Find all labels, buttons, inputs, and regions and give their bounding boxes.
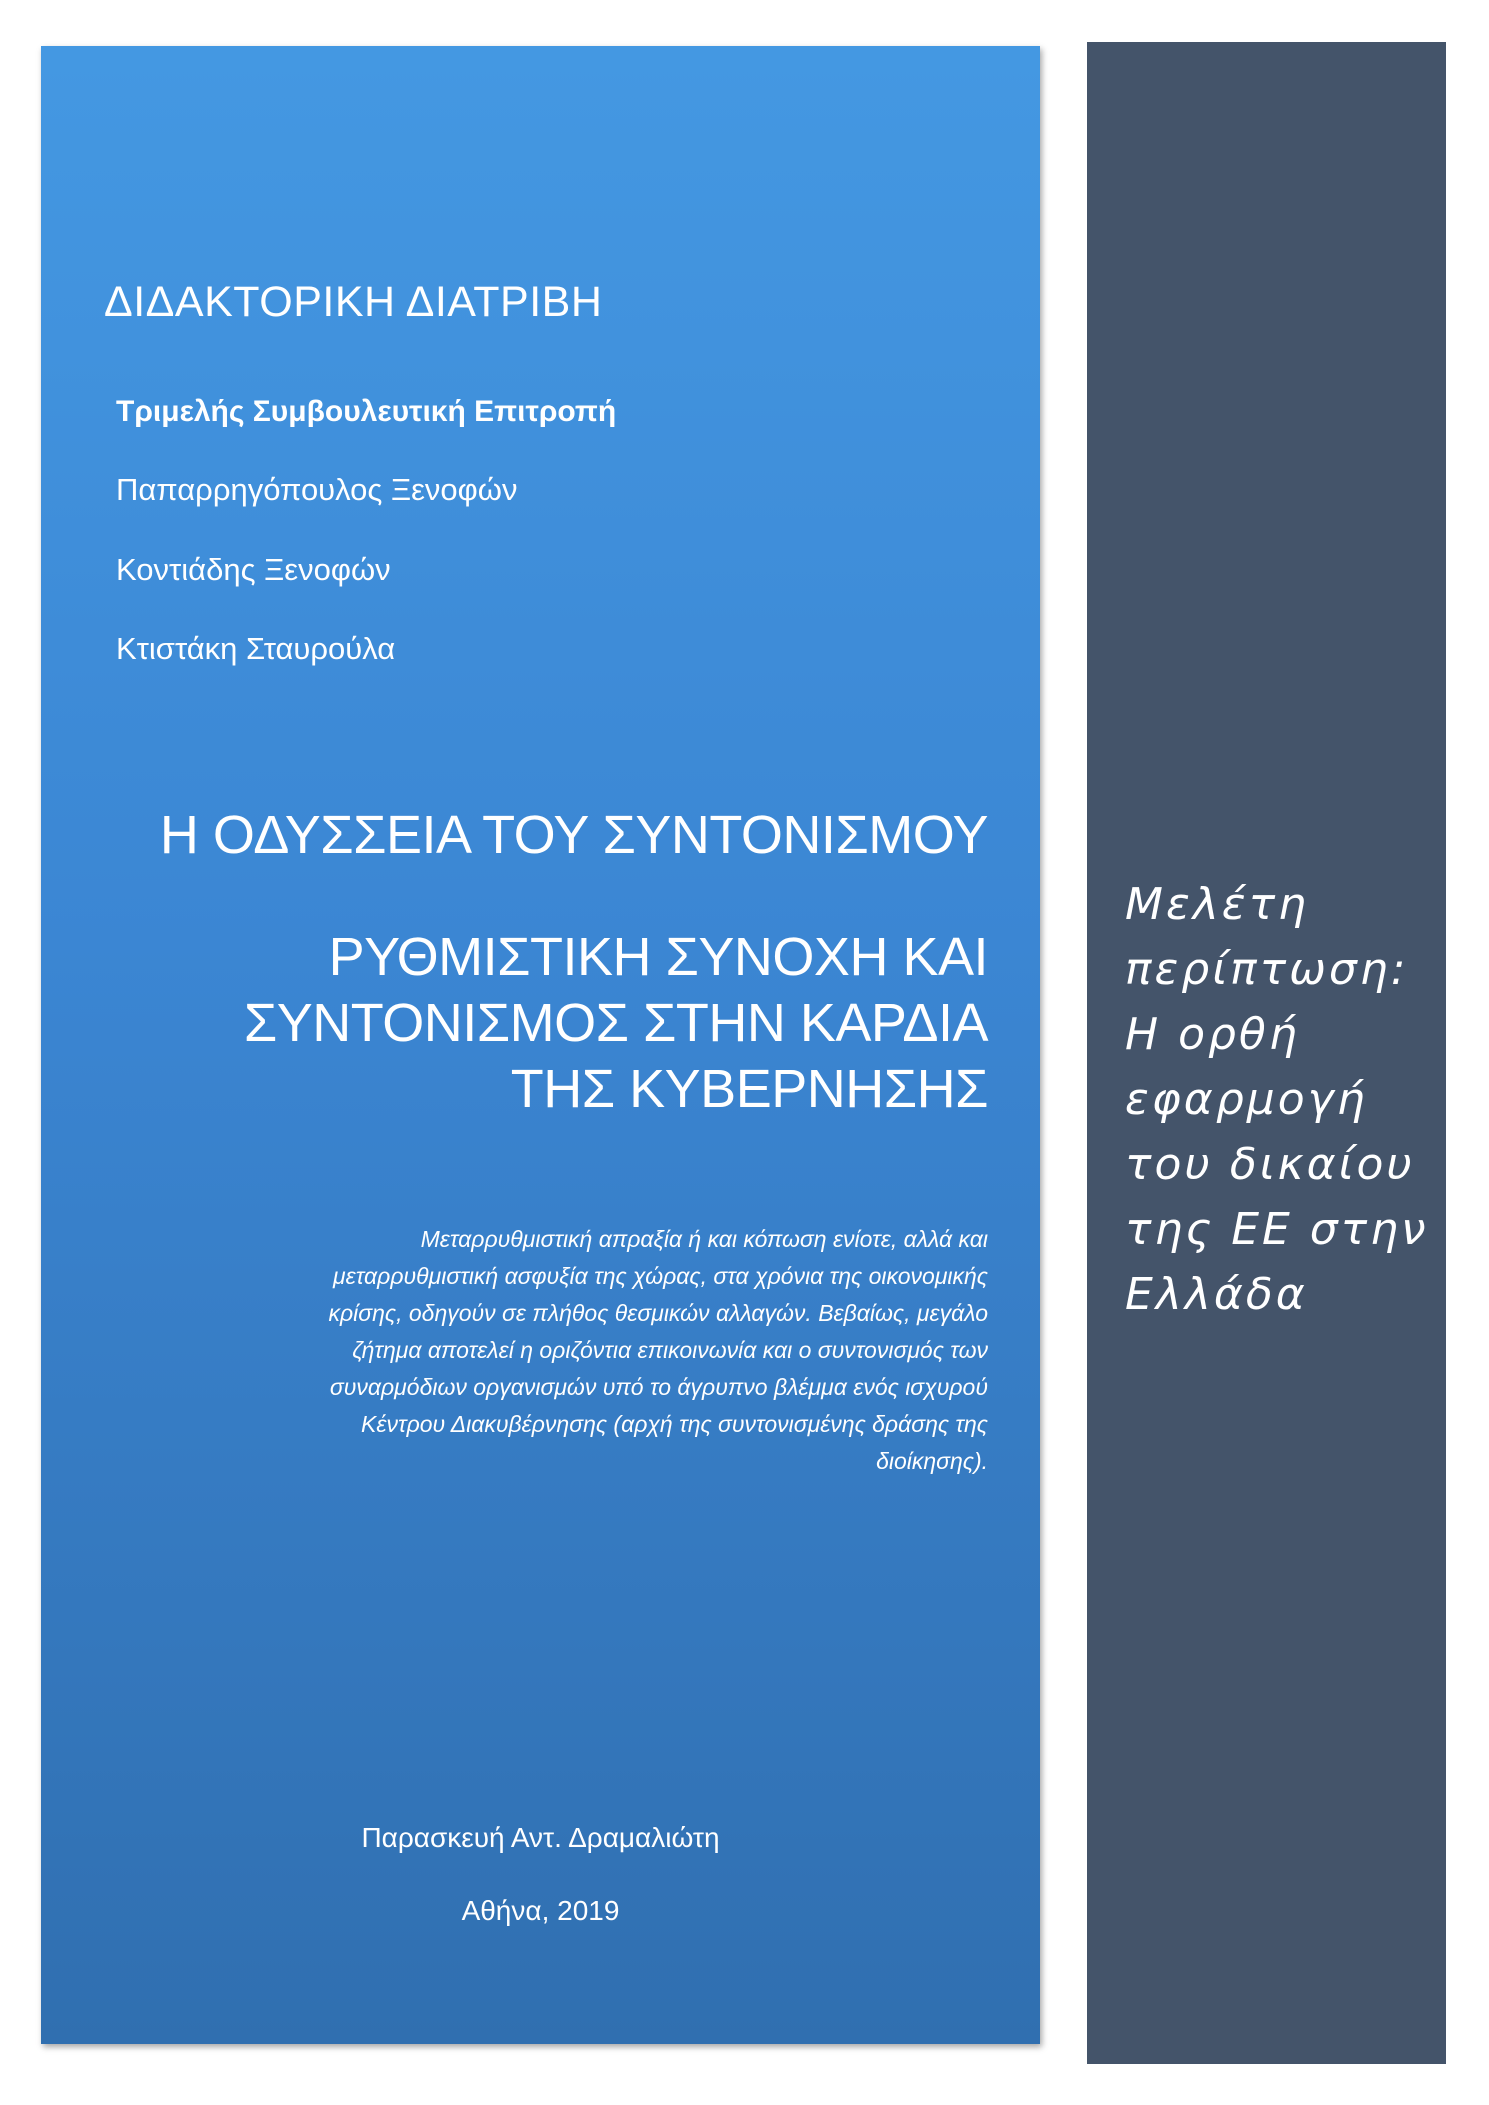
committee-member: Παπαρρηγόπουλος Ξενοφών bbox=[116, 472, 518, 507]
committee-member: Κοντιάδης Ξενοφών bbox=[116, 552, 391, 587]
document-type: ΔΙΔΑΚΤΟΡΙΚΗ ΔΙΑΤΡΙΒΗ bbox=[104, 278, 603, 326]
abstract-line: συναρμόδιων οργανισμών υπό το άγρυπνο βλέμμα ενός ισχυρού bbox=[329, 1374, 988, 1400]
abstract-line: διοίκησης). bbox=[876, 1448, 988, 1474]
abstract-line: μεταρρυθμιστική ασφυξία της χώρας, στα χρόνια της οικονομικής bbox=[333, 1263, 988, 1289]
abstract-line: Μεταρρυθμιστική απραξία ή και κόπωση ενίοτε, αλλά και bbox=[420, 1226, 988, 1252]
case-study-line: Η ορθή bbox=[1125, 1009, 1300, 1060]
abstract bbox=[208, 1221, 988, 1480]
case-study-caption bbox=[1125, 872, 1435, 1327]
abstract-line: κρίσης, οδηγούν σε πλήθος θεσμικών αλλαγών. Βεβαίως, μεγάλο bbox=[328, 1300, 988, 1326]
case-study-line: Ελλάδα bbox=[1125, 1269, 1308, 1320]
case-study-line: του δικαίου bbox=[1125, 1139, 1415, 1190]
abstract-line: ζήτημα αποτελεί η οριζόντια επικοινωνία και ο συντονισμός των bbox=[352, 1337, 988, 1363]
author-name: Παρασκευή Αντ. Δραμαλιώτη bbox=[361, 1822, 720, 1853]
subtitle-line: ΣΥΝΤΟΝΙΣΜΟΣ ΣΤΗΝ ΚΑΡΔΙΑ bbox=[243, 993, 988, 1053]
case-study-line: περίπτωση: bbox=[1125, 944, 1409, 995]
case-study-line: της ΕΕ στην bbox=[1125, 1204, 1429, 1255]
committee-member: Κτιστάκη Σταυρούλα bbox=[116, 631, 396, 666]
sidebar-panel bbox=[1087, 42, 1446, 2064]
place-date: Αθήνα, 2019 bbox=[461, 1895, 620, 1926]
cover-panel bbox=[41, 46, 1040, 2044]
case-study-line: Μελέτη bbox=[1125, 879, 1309, 930]
thesis-subtitle bbox=[88, 924, 988, 1122]
case-study-line: εφαρμογή bbox=[1125, 1074, 1368, 1125]
thesis-title: Η ΟΔΥΣΣΕΙΑ ΤΟΥ ΣΥΝΤΟΝΙΣΜΟΥ bbox=[159, 805, 988, 865]
subtitle-line: ΤΗΣ ΚΥΒΕΡΝΗΣΗΣ bbox=[510, 1059, 988, 1119]
committee-heading: Τριμελής Συμβουλευτική Επιτροπή bbox=[116, 395, 617, 428]
subtitle-line: ΡΥΘΜΙΣΤΙΚΗ ΣΥΝΟΧΗ ΚΑΙ bbox=[328, 927, 988, 987]
abstract-line: Κέντρου Διακυβέρνησης (αρχή της συντονισμένης δράσης της bbox=[361, 1411, 988, 1437]
